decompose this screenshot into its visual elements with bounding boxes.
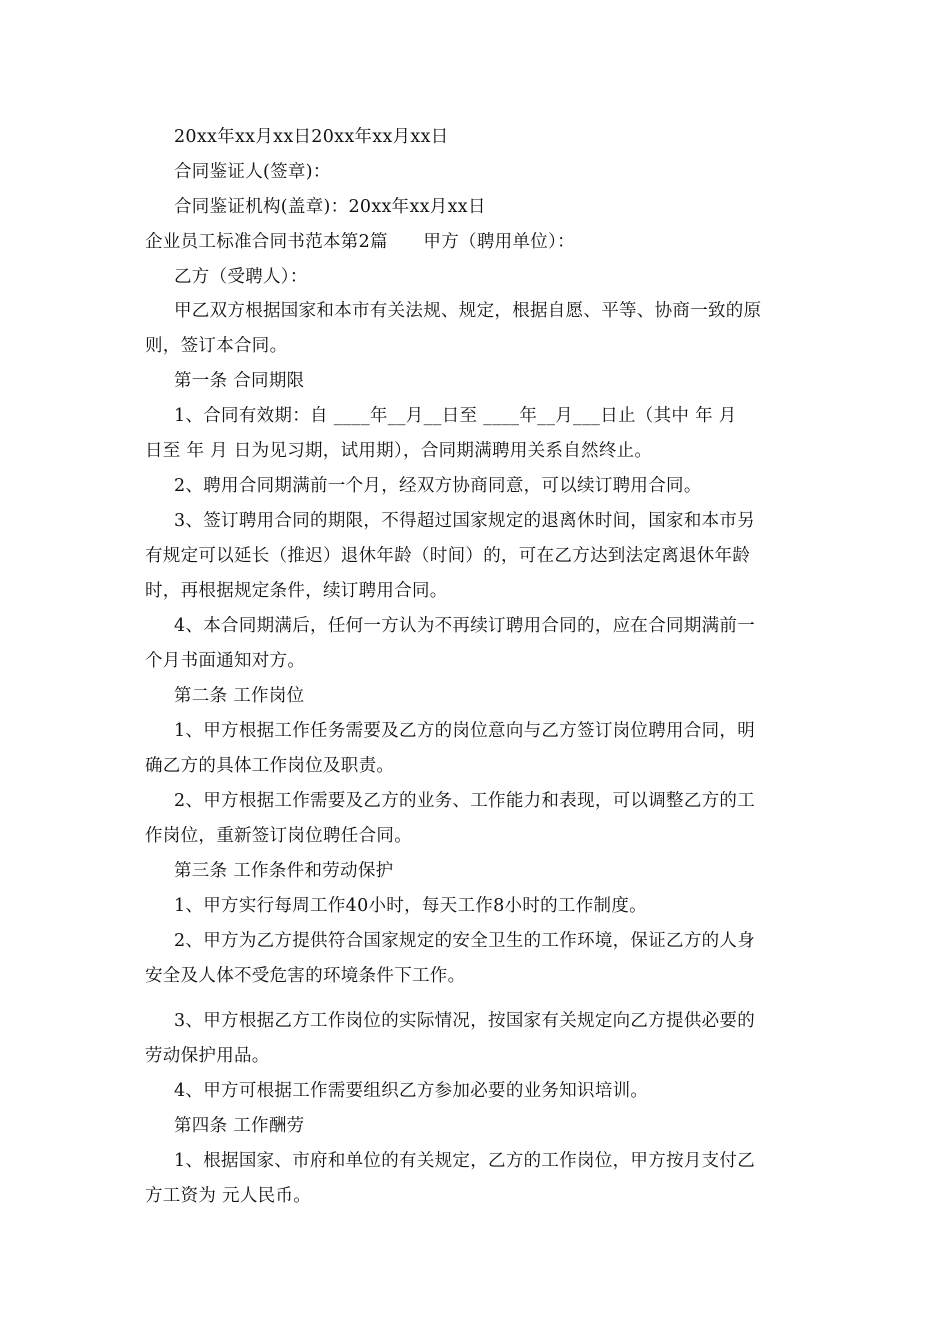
article-1-clause-1-line-1: 1、合同有效期：自 ____年__月__日至 ____年__月___日止（其中 年 月 <box>174 406 737 426</box>
article-1-clause-1-line-2: 日至 年 月 日为见习期，试用期），合同期满聘用关系自然终止。 <box>145 441 653 461</box>
article-3-clause-2-line-2: 安全及人体不受危害的环境条件下工作。 <box>145 966 466 986</box>
article-3-clause-3-line-1: 3、甲方根据乙方工作岗位的实际情况，按国家有关规定向乙方提供必要的 <box>174 1011 756 1031</box>
article-1-clause-4-line-1: 4、本合同期满后，任何一方认为不再续订聘用合同的，应在合同期满前一 <box>174 616 756 636</box>
article-2-clause-1-line-2: 确乙方的具体工作岗位及职责。 <box>145 756 395 776</box>
article-1-clause-4-line-2: 个月书面通知对方。 <box>145 651 306 671</box>
article-1-clause-3-line-2: 有规定可以延长（推迟）退休年龄（时间）的，可在乙方达到法定离退休年龄 <box>145 546 751 566</box>
article-2-clause-1-line-1: 1、甲方根据工作任务需要及乙方的岗位意向与乙方签订岗位聘用合同，明 <box>174 721 756 741</box>
article-2-clause-2-line-1: 2、甲方根据工作需要及乙方的业务、工作能力和表现，可以调整乙方的工 <box>174 791 756 811</box>
article-3-clause-3-line-2: 劳动保护用品。 <box>145 1046 270 1066</box>
article-1-clause-3-line-3: 时，再根据规定条件，续订聘用合同。 <box>145 581 448 601</box>
article-2-heading: 第二条 工作岗位 <box>174 686 305 706</box>
article-1-clause-2: 2、聘用合同期满前一个月，经双方协商同意，可以续订聘用合同。 <box>174 476 702 496</box>
preamble-line-1: 甲乙双方根据国家和本市有关法规、规定，根据自愿、平等、协商一致的原 <box>174 301 762 321</box>
verifier-signature-line: 合同鉴证人(签章)： <box>174 162 331 182</box>
article-3-clause-1: 1、甲方实行每周工作40小时，每天工作8小时的工作制度。 <box>174 896 647 916</box>
party-b-line: 乙方（受聘人）： <box>174 267 308 287</box>
article-2-clause-2-line-2: 作岗位，重新签订岗位聘任合同。 <box>145 826 412 846</box>
article-3-heading: 第三条 工作条件和劳动保护 <box>174 861 394 881</box>
article-3-clause-2-line-1: 2、甲方为乙方提供符合国家规定的安全卫生的工作环境，保证乙方的人身 <box>174 931 756 951</box>
article-4-clause-1-line-1: 1、根据国家、市府和单位的有关规定，乙方的工作岗位，甲方按月支付乙 <box>174 1151 756 1171</box>
article-1-heading: 第一条 合同期限 <box>174 371 305 391</box>
verification-agency-line: 合同鉴证机构(盖章)：20xx年xx月xx日 <box>174 197 486 217</box>
article-4-heading: 第四条 工作酬劳 <box>174 1116 305 1136</box>
contract-title-party-a-line: 企业员工标准合同书范本第2篇 甲方（聘用单位）： <box>145 232 575 252</box>
date-line: 20xx年xx月xx日20xx年xx月xx日 <box>174 127 449 147</box>
article-1-clause-3-line-1: 3、签订聘用合同的期限，不得超过国家规定的退离休时间，国家和本市另 <box>174 511 756 531</box>
article-4-clause-1-line-2: 方工资为 元人民币。 <box>145 1186 312 1206</box>
preamble-line-2: 则，签订本合同。 <box>145 336 288 356</box>
article-3-clause-4: 4、甲方可根据工作需要组织乙方参加必要的业务知识培训。 <box>174 1081 649 1101</box>
